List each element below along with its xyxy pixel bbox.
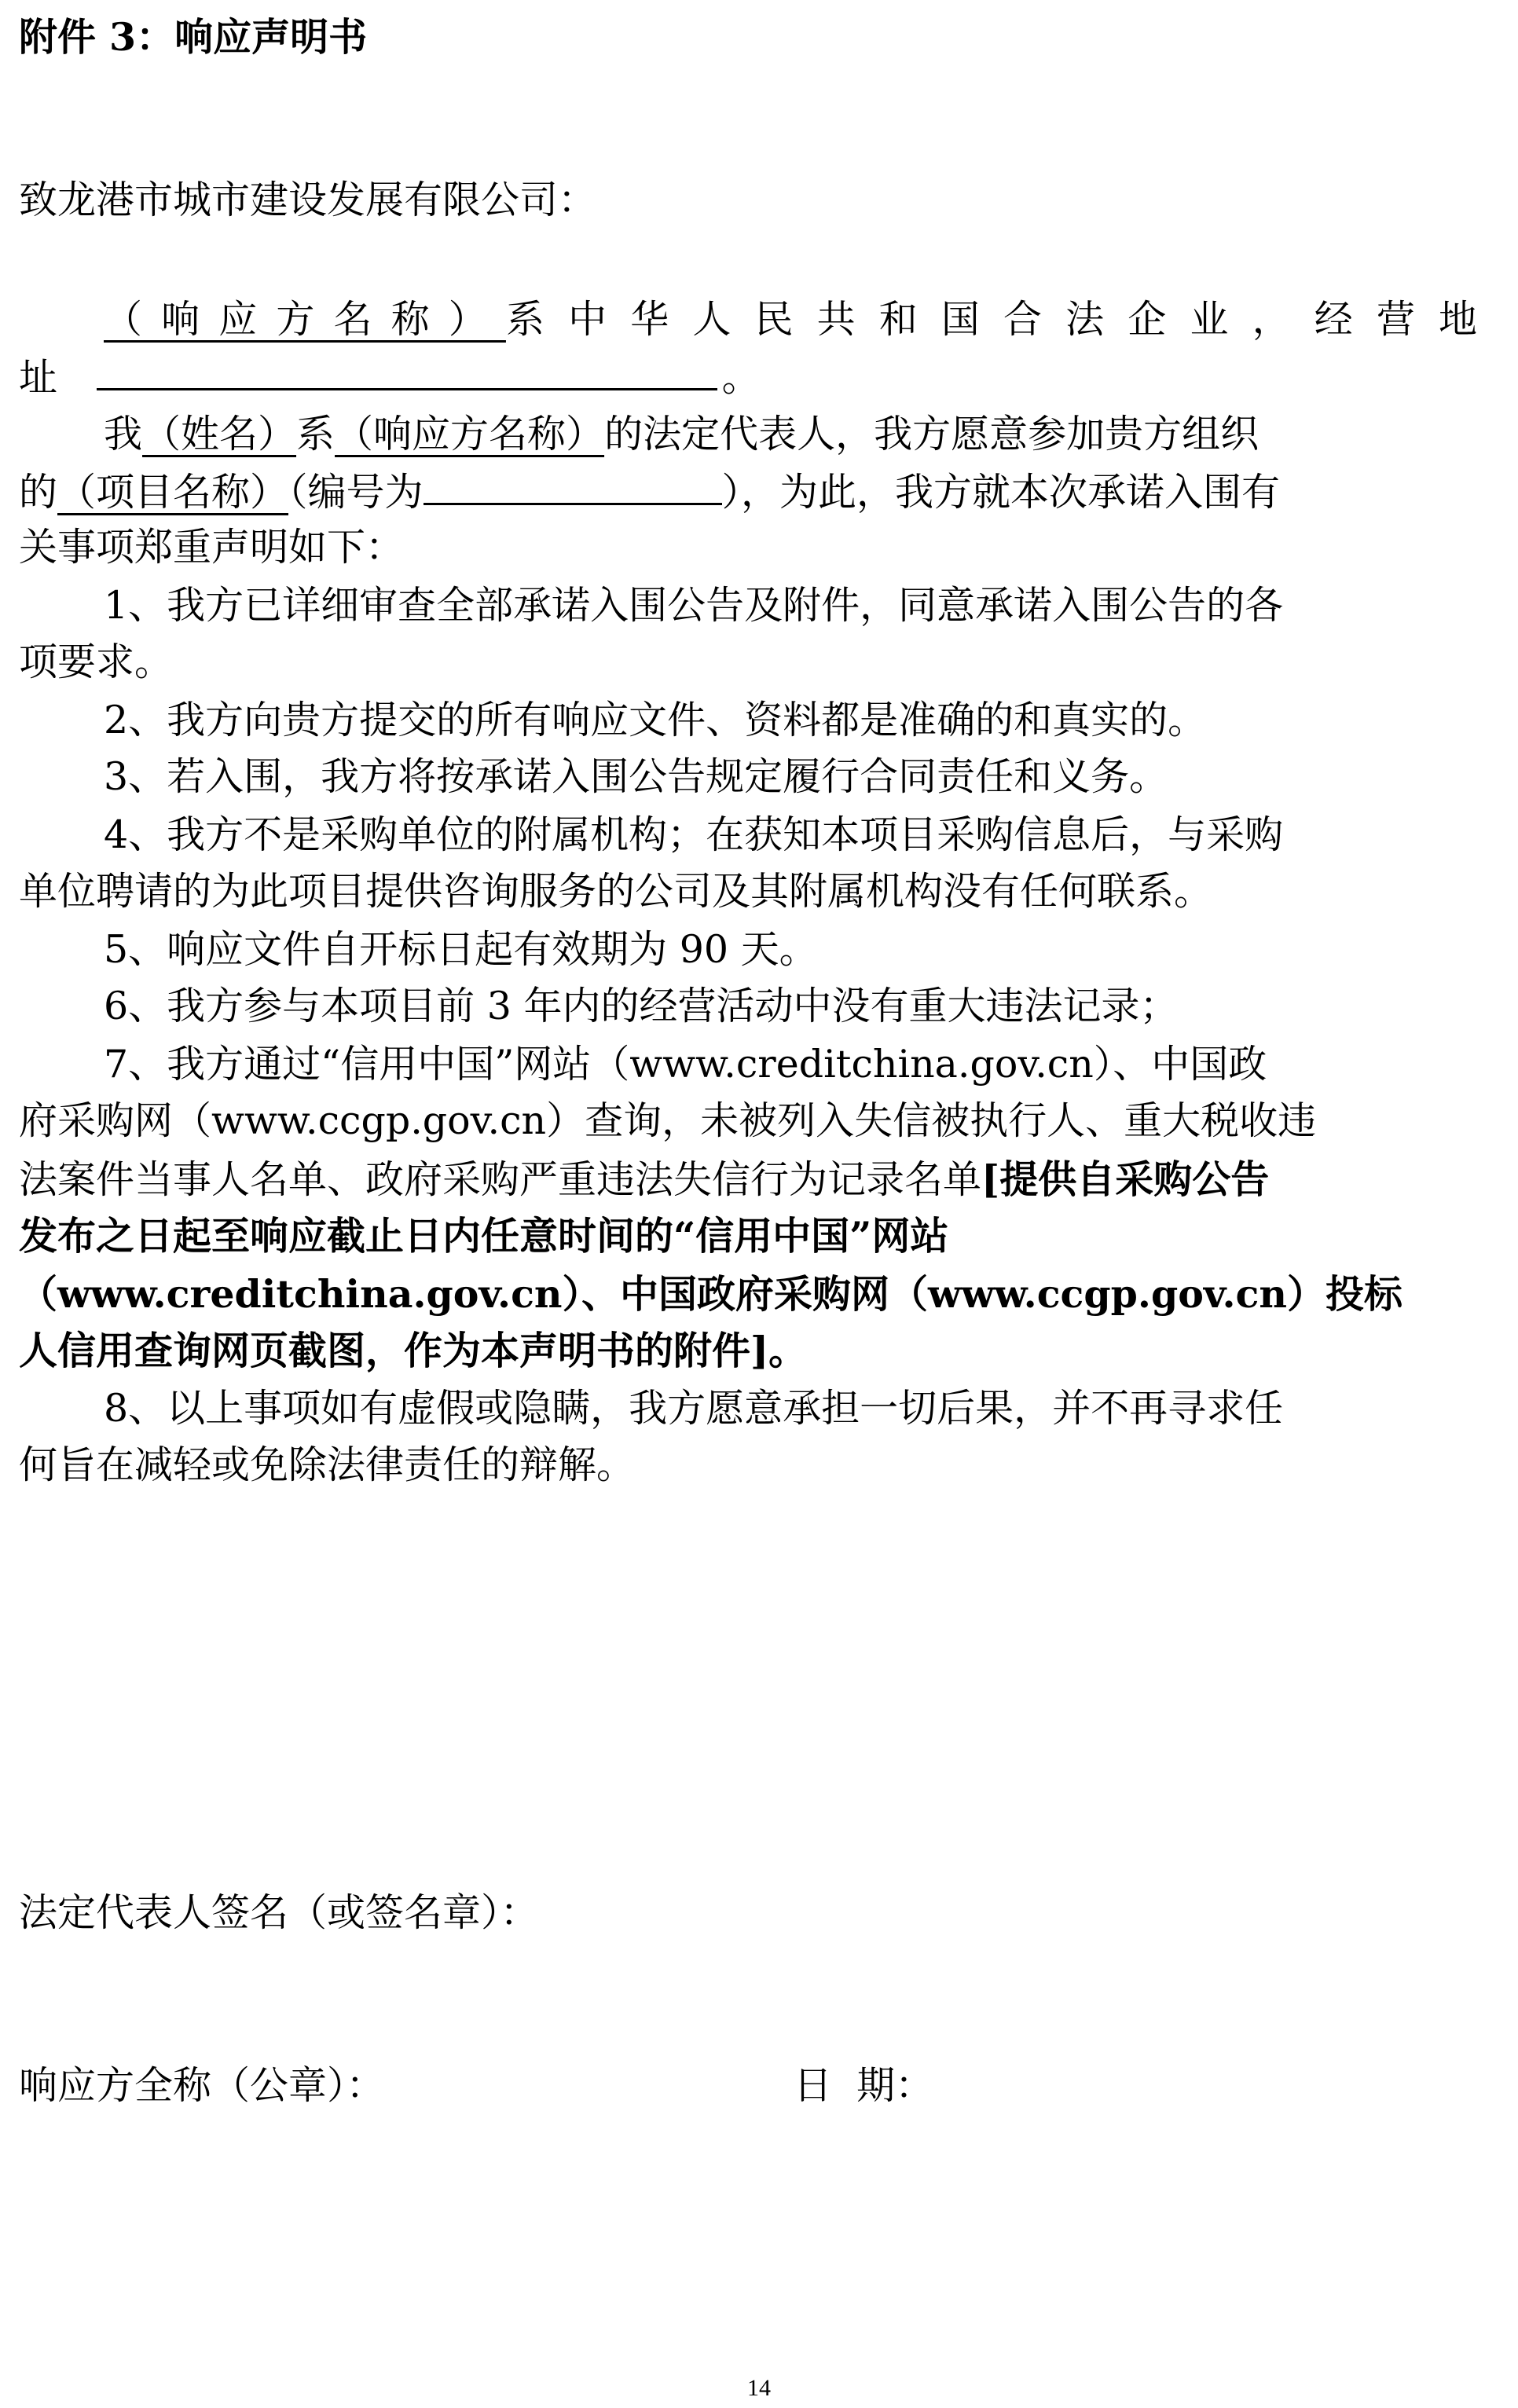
item-1-a: 1、我方已详细审查全部承诺入围公告及附件，同意承诺入围公告的各 bbox=[104, 583, 1284, 628]
intro-line-2 bbox=[19, 349, 1496, 405]
intro-line-1-text: 系中华人民共和国合法企业，经营地 bbox=[505, 297, 1496, 342]
text-xi: 系 bbox=[296, 412, 336, 456]
responder-name-blank: （响应方名称） bbox=[104, 297, 506, 342]
item-7-d: 发布之日起至响应截止日内任意时间的“信用中国”网站 bbox=[19, 1213, 949, 1259]
project-name-blank: （项目名称） bbox=[57, 470, 289, 515]
item-2: 2、我方向贵方提交的所有响应文件、资料都是准确的和真实的。 bbox=[104, 698, 1207, 742]
responder-seal-label: 响应方全称（公章）： bbox=[19, 2063, 385, 2108]
item-4-b: 单位聘请的为此项目提供咨询服务的公司及其附属机构没有任何联系。 bbox=[19, 869, 1213, 914]
item-7-f: 人信用查询网页截图，作为本声明书的附件]。 bbox=[19, 1328, 808, 1373]
item-8-a: 8、以上事项如有虚假或隐瞒，我方愿意承担一切后果，并不再寻求任 bbox=[104, 1386, 1284, 1431]
page-number: 14 bbox=[747, 2375, 771, 2401]
intro-line-3-text: 的法定代表人，我方愿意参加贵方组织 bbox=[604, 412, 1260, 456]
page-title: 附件 3：响应声明书 bbox=[19, 14, 368, 60]
intro-line-4 bbox=[19, 464, 1496, 520]
address-end: 。 bbox=[721, 355, 761, 400]
item-7-c-text: 法案件当事人名单、政府采购严重违法失信行为记录名单 bbox=[19, 1157, 982, 1202]
project-number-blank bbox=[424, 464, 722, 505]
addressee: 致龙港市城市建设发展有限公司： bbox=[19, 178, 597, 222]
item-7-c bbox=[19, 1152, 1496, 1208]
text-de: 的 bbox=[19, 470, 58, 515]
address-label: 址 bbox=[19, 355, 58, 400]
item-7-a: 7、我方通过“信用中国”网站（www.creditchina.gov.cn）、中国政 bbox=[104, 1042, 1267, 1087]
item-7-c-bold: [提供自采购公告 bbox=[981, 1156, 1270, 1202]
text-me: 我 bbox=[104, 412, 143, 456]
intro-line-1 bbox=[104, 292, 1496, 347]
item-8-b: 何旨在减轻或免除法律责任的辩解。 bbox=[19, 1442, 636, 1487]
intro-line-5: 关事项郑重声明如下： bbox=[19, 525, 405, 570]
number-label: （编号为 bbox=[288, 470, 424, 515]
intro-line-4-text: ），为此，我方就本次承诺入围有 bbox=[721, 470, 1281, 515]
item-6: 6、我方参与本项目前 3 年内的经营活动中没有重大违法记录； bbox=[104, 984, 1179, 1028]
legal-rep-signature-label: 法定代表人签名（或签名章）： bbox=[19, 1890, 539, 1935]
item-1-b: 项要求。 bbox=[19, 640, 174, 684]
item-7-b: 府采购网（www.ccgp.gov.cn）查询，未被列入失信被执行人、重大税收违 bbox=[19, 1098, 1317, 1143]
intro-line-3 bbox=[104, 407, 1496, 462]
legal-rep-name-blank: （姓名） bbox=[142, 412, 297, 456]
responder-name-blank-2: （响应方名称） bbox=[335, 412, 605, 456]
item-7-e: （www.creditchina.gov.cn）、中国政府采购网（www.ccgp.gov.cn）投标 bbox=[19, 1271, 1402, 1317]
address-blank bbox=[97, 349, 717, 390]
date-label: 日 期： bbox=[794, 2063, 934, 2108]
item-4-a: 4、我方不是采购单位的附属机构；在获知本项目采购信息后，与采购 bbox=[104, 812, 1284, 857]
item-3: 3、若入围，我方将按承诺入围公告规定履行合同责任和义务。 bbox=[104, 754, 1168, 799]
item-5: 5、响应文件自开标日起有效期为 90 天。 bbox=[104, 927, 818, 972]
